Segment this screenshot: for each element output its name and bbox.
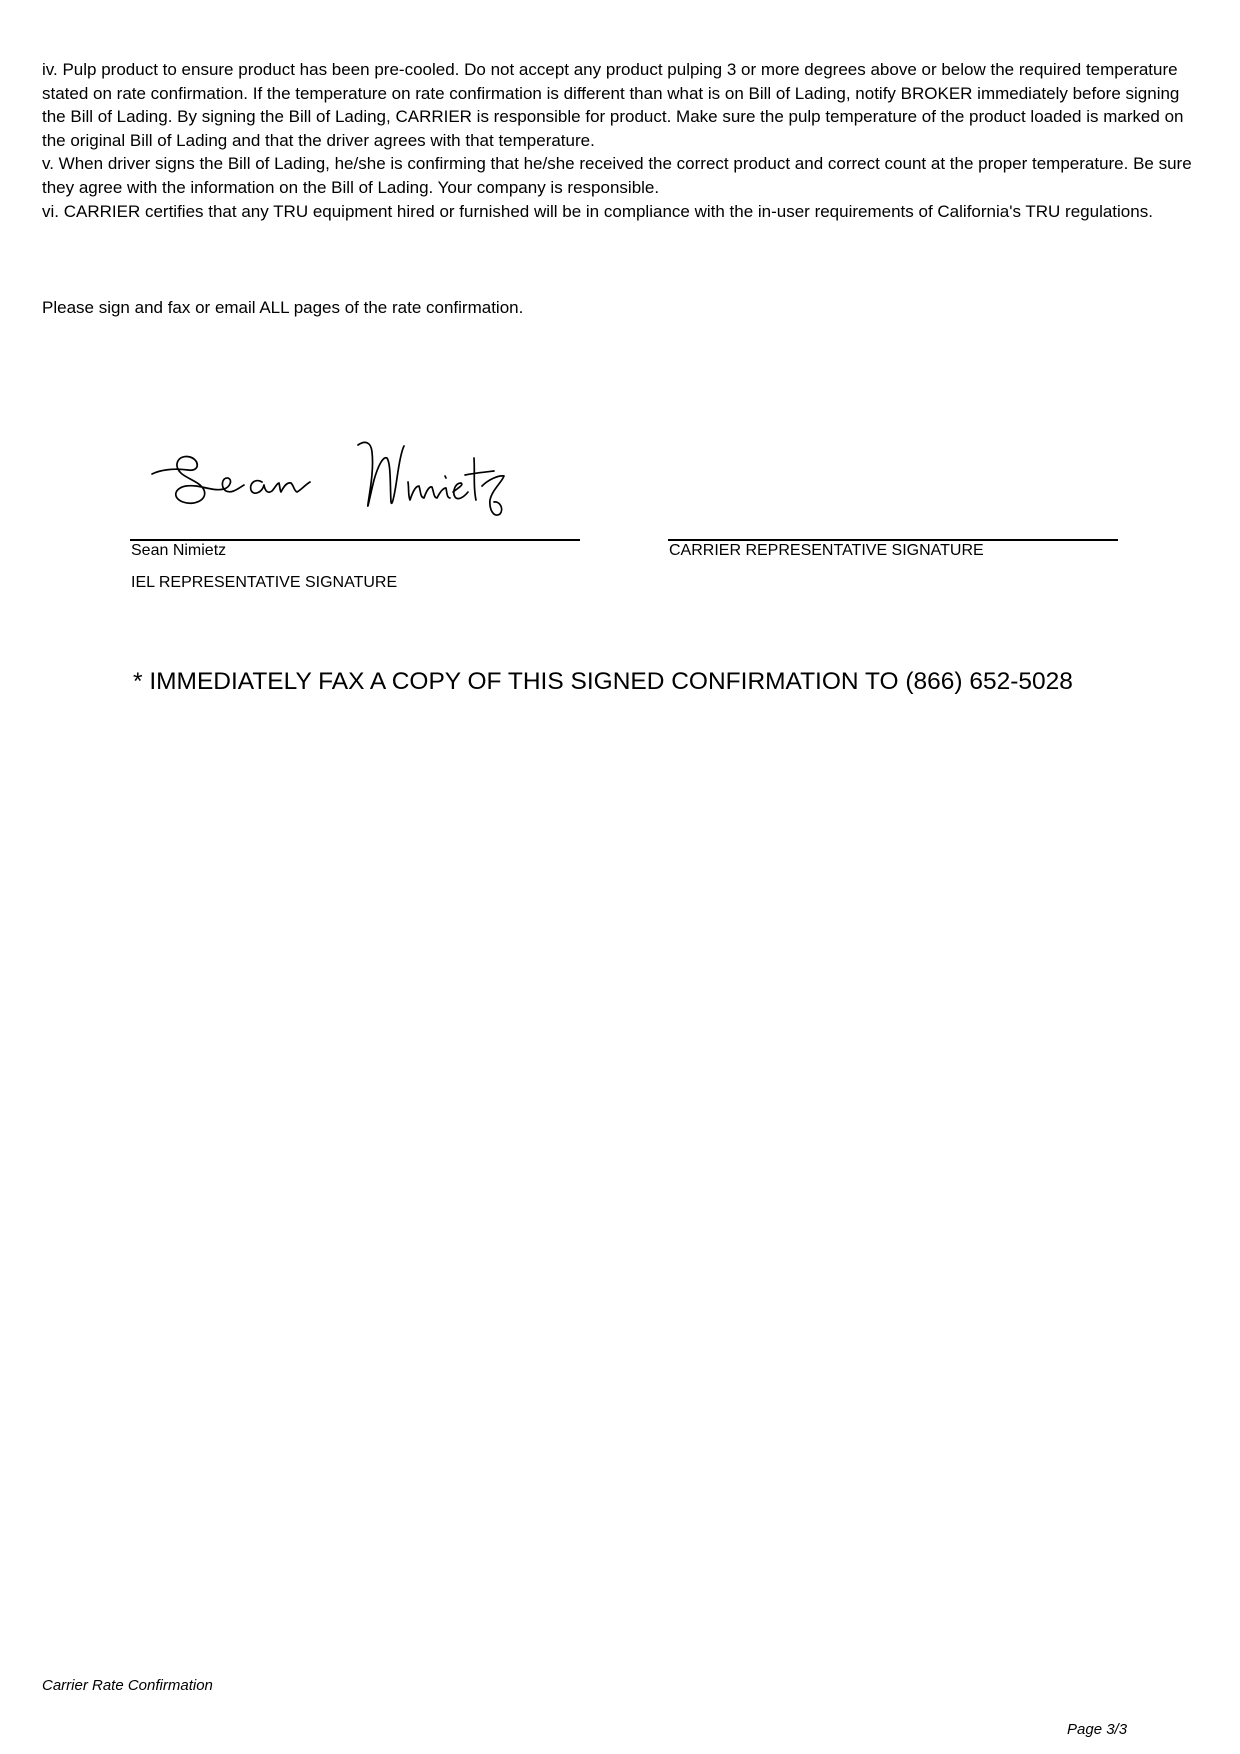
signing-instruction: Please sign and fax or email ALL pages of the rate confirmation.: [42, 298, 524, 317]
footer-document-title: Carrier Rate Confirmation: [42, 1677, 213, 1694]
term-item-v: v. When driver signs the Bill of Lading, he/she is confirming that he/she received the correct product and correct count at the proper temperature. Be sure they agree with the information on the Bill of Lading. Your company is responsible.: [42, 154, 1192, 197]
term-item-vi: vi. CARRIER certifies that any TRU equipment hired or furnished will be in compliance with the in-user requirements of California's TRU regulations.: [42, 201, 1153, 221]
fax-notice: * IMMEDIATELY FAX A COPY OF THIS SIGNED CONFIRMATION TO (866) 652-5028: [133, 668, 1073, 695]
page-number: Page 3/3: [1067, 1721, 1128, 1738]
terms-section: [42, 58, 1207, 223]
handwritten-signature: [138, 430, 578, 530]
iel-signer-name: Sean Nimietz: [131, 542, 227, 559]
term-item-iv: iv. Pulp product to ensure product has been pre-cooled. Do not accept any product pulping 3 or more degrees above or below the required temperature stated on rate confirmation. If the temperature on rate confirmation is different than what is on Bill of Lading, notify BROKER immediately before signing the Bill of Lading. By signing the Bill of Lading, CARRIER is responsible for product. Make sure the pulp temperature of the product loaded is marked on the original Bill of Lading and that the driver agrees with that temperature.: [42, 60, 1184, 150]
carrier-signature-label: CARRIER REPRESENTATIVE SIGNATURE: [669, 542, 984, 559]
iel-signature-label: IEL REPRESENTATIVE SIGNATURE: [131, 574, 398, 591]
